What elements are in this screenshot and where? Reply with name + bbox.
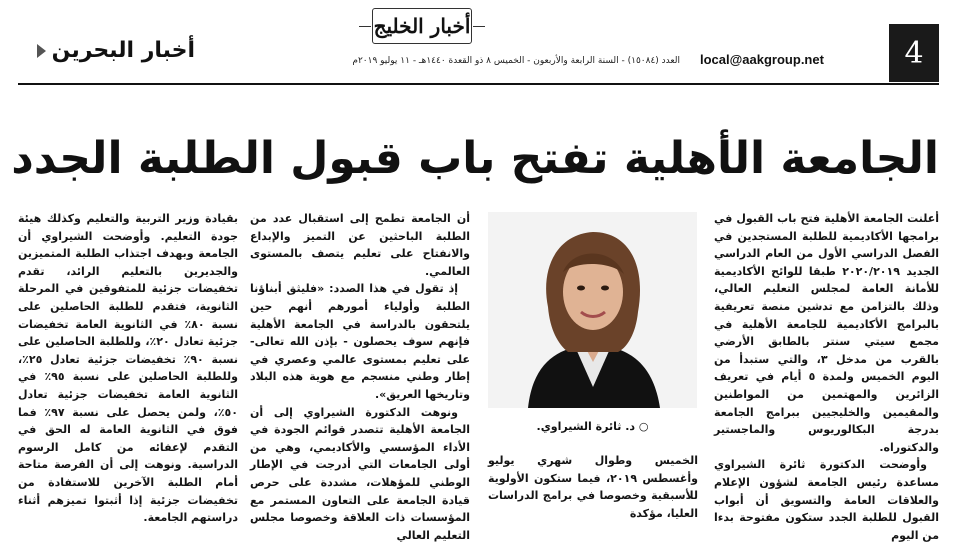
header-divider	[18, 83, 939, 85]
photo-caption	[488, 420, 697, 433]
section-title-text: أخبار البحرين	[51, 38, 195, 63]
paragraph: بقيادة وزير التربية والتعليم وكذلك هيئة جودة التعليم. وأوضحت الشيراوي أن الجامعة وبهدف اجتذاب الطلبة المتميزين والجديرين بالتعليم الرائد، تقدم تخفيضات جزئية للمتفوقين في المرحلة الثانوية، فتقدم للطلبة الحاصلين على نسبة ٨٠٪ في الثانوية العامة تخفيضات جزئية تعادل ٢٠٪، وللطلبة الحاصلين على نسبة ٩٠٪ تخفيضات جزئية تعادل ٢٥٪، وللطلبة الحاصلين على نسبة ٩٥٪ في الثانوية العامة تخفيضات جزئية تعادل ٥٠٪، ولمن يحصل على نسبة ٩٧٪ فما فوق في الثانوية العامة له الحق في التقدم لإعفائه من كامل الرسوم الدراسية. ونوهت إلى أن الفرصة متاحة أمام الطلبة الآخرين للاستفادة من تخفيضات جزئية إذا أثبتوا تميزهم أثناء دراستهم الجامعة.	[18, 212, 239, 525]
issue-dateline: العدد (١٥٠٨٤) - السنة الرابعة والأربعون - الخميس ٨ ذو القعدة ١٤٤٠هـ - ١١ يوليو ٢٠١٩م	[352, 56, 680, 66]
article-column-2	[488, 452, 698, 529]
article-column-4	[18, 210, 238, 529]
article-column-3	[250, 210, 470, 542]
page-number: 4	[889, 24, 939, 82]
contact-email[interactable]: local@aakgroup.net	[700, 52, 824, 67]
portrait-image	[488, 212, 697, 408]
paragraph: ونوهت الدكتورة الشيراوي إلى أن الجامعة الأهلية تتصدر قوائم الجودة في الأداء المؤسسي والأكاديمي، وهي من أولى الجامعات التي أدرجت في الإطار الوطني للمؤهلات، مشددة على حرص قيادة الجامعة على التعاون المستمر مع المؤسسات ذات العلاقة وخصوصا مجلس التعليم العالي	[250, 405, 470, 542]
paragraph: أن الجامعة تطمح إلى استقبال عدد من الطلبة الباحثين عن التميز والإبداع والانفتاح على تعليم يتصف بالمستوى العالمي.	[250, 212, 470, 278]
paragraph: إذ تقول في هذا الصدد: «فليثق أبناؤنا الطلبة وأولياء أمورهم أنهم حين يلتحقون بالدراسة في الجامعة الأهلية فإنهم سوف يحصلون - بإذن الله تعالى- على تعليم بمستوى عالمي وعصري في إطار وطني منسجم مع هوية هذه البلاد وتاريخها العريق».	[250, 282, 470, 401]
article-column-1	[714, 210, 939, 542]
section-header	[20, 38, 195, 63]
portrait-photo	[488, 212, 697, 408]
triangle-arrow-icon	[37, 44, 46, 58]
caption-text: د. ثائرة الشيراوي.	[536, 420, 636, 433]
paragraph: أعلنت الجامعة الأهلية فتح باب القبول في برامجها الأكاديمية للطلبة المستجدين في الفصل الدراسي الأول من العام الدراسي الجديد ٢٠٢٠/٢٠١٩ طبقا للوائح الأكاديمية للأمانة العامة لمجلس التعليم العالي، وذلك بالتزامن مع تدشين منصة تعريفية بالبرامج الأكاديمية للجامعة الأهلية في مجمع سيتي سنتر بالطابق الأرضي بالقرب من مدخل ٣، والتي ستبدأ من اليوم الخميس ولمدة ٥ أيام في تعريف الزائرين والمهتمين من المواطنين والمقيمين والخليجيين ببرامج الجامعة بدرجة البكالوريوس والماجستير والدكتوراه.	[714, 212, 939, 454]
paragraph: وأوضحت الدكتورة ثائرة الشيراوي مساعدة رئيس الجامعة لشؤون الإعلام والعلاقات العامة والتسويق أن أبواب القبول للطلبة الجدد ستكون مفتوحة بدءا من اليوم	[714, 458, 939, 542]
article-headline: الجامعة الأهلية تفتح باب قبول الطلبة الجدد	[11, 133, 939, 184]
paragraph: الخميس وطوال شهري يوليو وأغسطس ٢٠١٩، فيما ستكون الأولوية للأسبقية وخصوصا في برامج الدراسات العليا، مؤكدة	[488, 454, 698, 520]
caption-bullet-icon: ○	[635, 420, 649, 433]
newspaper-logo: أخبار الخليج	[372, 8, 472, 44]
